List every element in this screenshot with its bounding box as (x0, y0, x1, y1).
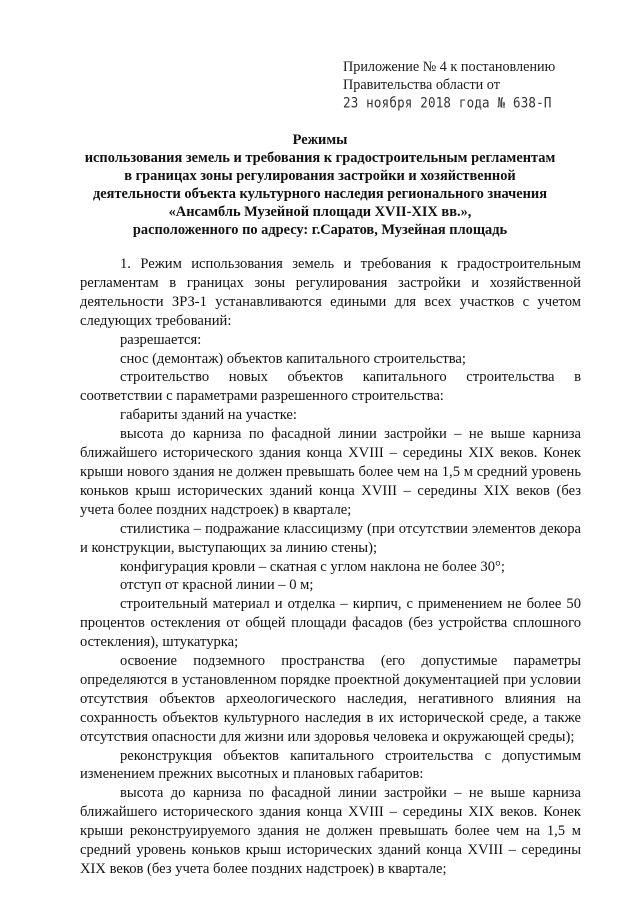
paragraph-1: 1. Режим использования земель и требования к градостроительным регламентам в границах зоны регулирования застройки и хозяйственной деятельности ЗРЗ-1 устанавливаются едиными для всех участков с учетом следующих требований: (80, 256, 581, 329)
paragraph-setback: отступ от красной линии – 0 м; (120, 577, 314, 594)
title-heading: Режимы (292, 132, 348, 148)
title-line-3: деятельности объекта культурного наследия регионального значения (93, 186, 547, 202)
title-line-5: расположенного по адресу: г.Саратов, Музейная площадь (132, 222, 508, 238)
title-line-2: в границах зоны регулирования застройки и хозяйственной (124, 168, 516, 184)
paragraph-new-construction: строительство новых объектов капитального строительства в соответствии с параметрами разрешенного строительства: (80, 369, 581, 405)
appendix-line-2: Правительства области от (343, 77, 500, 93)
paragraph-cornice-height: высота до карниза по фасадной линии застройки – не выше карниза ближайшего исторического здания конца XVIII – середины XIX веков. Конек крыши нового здания не должен превышать более чем на 1,5 м средний уровень коньков крыш исторических зданий конца XVIII – середины XIX веков (без учета более поздних надстроек) в квартале; (80, 426, 581, 518)
title-line-1: использования земель и требования к градостроительным регламентам (84, 150, 556, 166)
title-line-4: «Ансамбль Музейной площади XVII-XIX вв.», (168, 204, 472, 220)
appendix-line-1: Приложение № 4 к постановлению (343, 59, 556, 75)
paragraph-roof-configuration: конфигурация кровли – скатная с углом наклона не более 30°; (120, 558, 505, 575)
paragraph-building-dimensions: габариты зданий на участке: (120, 407, 297, 424)
paragraph-underground-space: освоение подземного пространства (его допустимые параметры определяются в установленном порядке проектной документацией при условии отсутствия объектов археологического наследия, негативного влияния на сохранность объектов культурного наследия в их исторической среде, а также отсутствия опасности для жизни или здоровья человека и окружающей среды); (80, 653, 581, 745)
appendix-reference (343, 58, 623, 112)
document-title (60, 131, 580, 239)
paragraph-style: стилистика – подражание классицизму (при отсутствии элементов декора и конструкции, выступающих за линию стены); (80, 520, 581, 556)
document-body (80, 255, 581, 879)
paragraph-demolition: снос (демонтаж) объектов капитального строительства; (120, 350, 466, 367)
paragraph-allowed: разрешается: (120, 331, 202, 348)
paragraph-reconstruction-height: высота до карниза по фасадной линии застройки – не выше карниза ближайшего исторического здания конца XVIII – середины XIX веков. Конек крыши реконструируемого здания не должен превышать более чем на 1,5 м средний уровень коньков крыш исторических зданий конца XVIII – середины XIX веков (без учета более поздних надстроек) в квартале; (80, 785, 581, 877)
paragraph-materials: строительный материал и отделка – кирпич, с применением не более 50 процентов остекления от общей площади фасадов (без устройства сплошного остекления), штукатурка; (80, 596, 581, 651)
paragraph-reconstruction: реконструкция объектов капитального строительства с допустимым изменением прежних высотных и плановых габаритов: (80, 747, 581, 783)
resolution-date-stamp: 23 ноября 2018 года № 638-П (343, 94, 552, 111)
